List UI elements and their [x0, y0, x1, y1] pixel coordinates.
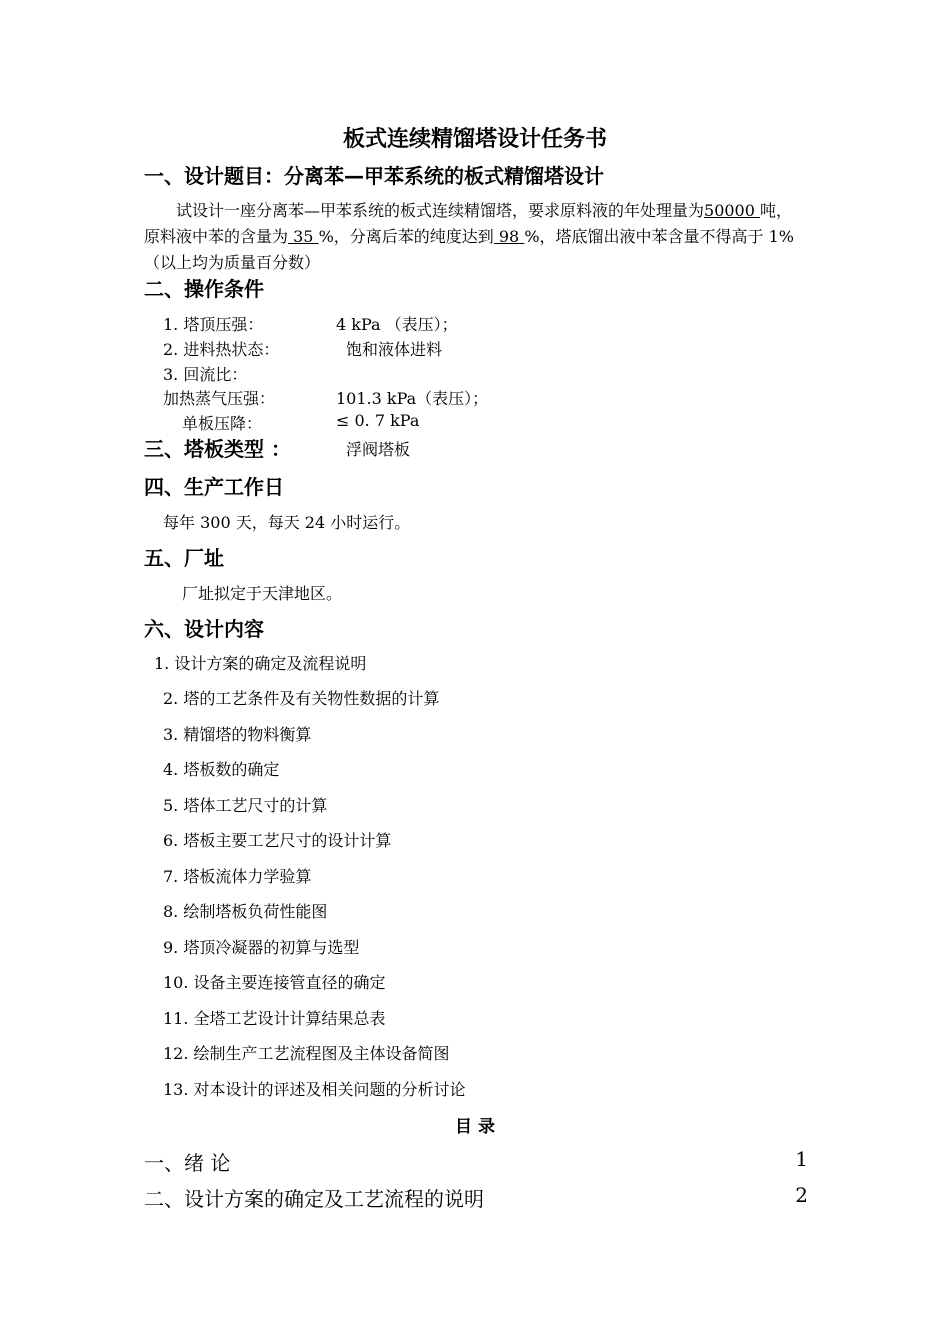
design-item: 4. 塔板数的确定	[163, 760, 280, 779]
toc-entry[interactable]	[144, 1147, 808, 1176]
working-days-text: 每年 300 天，每天 24 小时运行。	[163, 513, 411, 532]
tray-type-value: 浮阀塔板	[346, 440, 411, 459]
design-item: 3. 精馏塔的物料衡算	[163, 725, 312, 744]
intro-part1: 试设计一座分离苯—甲苯系统的板式连续精馏塔，要求原料液的年处理量为	[176, 201, 705, 220]
design-item: 11. 全塔工艺设计计算结果总表	[163, 1009, 386, 1028]
condition-value: 4 kPa （表压）；	[336, 315, 458, 334]
condition-label: 3. 回流比：	[163, 365, 248, 384]
intro-paragraph	[144, 198, 808, 276]
condition-label: 单板压降：	[182, 414, 263, 433]
section-3-heading: 三、塔板类型 ：	[144, 437, 291, 461]
design-item: 9. 塔顶冷凝器的初算与选型	[163, 938, 360, 957]
section-6-heading: 六、设计内容	[144, 617, 264, 641]
design-item: 8. 绘制塔板负荷性能图	[163, 902, 328, 921]
toc-entry-page: 2	[795, 1183, 808, 1207]
toc-entry-page: 1	[795, 1147, 808, 1171]
condition-label: 加热蒸气压强：	[163, 389, 276, 408]
intro-part3: %，分离后苯的纯度达到	[318, 227, 494, 246]
section-2-heading: 二、操作条件	[144, 277, 264, 301]
condition-value: ≤ 0. 7 kPa	[336, 411, 420, 430]
toc-entry[interactable]	[144, 1183, 808, 1212]
condition-label: 2. 进料热状态：	[163, 340, 280, 359]
benzene-feed-value: 35	[293, 227, 314, 246]
design-item: 5. 塔体工艺尺寸的计算	[163, 796, 328, 815]
condition-label: 1. 塔顶压强：	[163, 315, 264, 334]
section-1-heading: 一、设计题目：分离苯—甲苯系统的板式精馏塔设计	[144, 164, 604, 188]
design-item: 13. 对本设计的评述及相关问题的分析讨论	[163, 1080, 466, 1099]
section-5-heading: 五、厂址	[144, 546, 224, 570]
site-text: 厂址拟定于天津地区。	[182, 584, 343, 603]
design-item: 6. 塔板主要工艺尺寸的设计计算	[163, 831, 392, 850]
document-title: 板式连续精馏塔设计任务书	[342, 127, 607, 152]
annual-capacity-value: 50000	[704, 201, 755, 220]
design-item: 7. 塔板流体力学验算	[163, 867, 312, 886]
intro-part4: %，塔底馏出液中苯含量不得高于 1%（以上均为质量百分数）	[144, 227, 795, 272]
design-item: 2. 塔的工艺条件及有关物性数据的计算	[163, 689, 440, 708]
condition-value: 101.3 kPa（表压）；	[336, 389, 489, 408]
toc-title: 目 录	[455, 1117, 495, 1137]
toc-entry-text: 二、设计方案的确定及工艺流程的说明	[144, 1187, 484, 1211]
toc-entry-text: 一、绪 论	[144, 1151, 231, 1175]
intro-part2: 吨，原料液中苯的含量为	[144, 201, 793, 246]
design-item: 10. 设备主要连接管直径的确定	[163, 973, 386, 992]
design-item: 1. 设计方案的确定及流程说明	[154, 654, 367, 673]
design-item: 12. 绘制生产工艺流程图及主体设备简图	[163, 1044, 450, 1063]
section-4-heading: 四、生产工作日	[144, 475, 284, 499]
condition-value: 饱和液体进料	[346, 340, 443, 359]
purity-value: 98	[498, 227, 520, 246]
